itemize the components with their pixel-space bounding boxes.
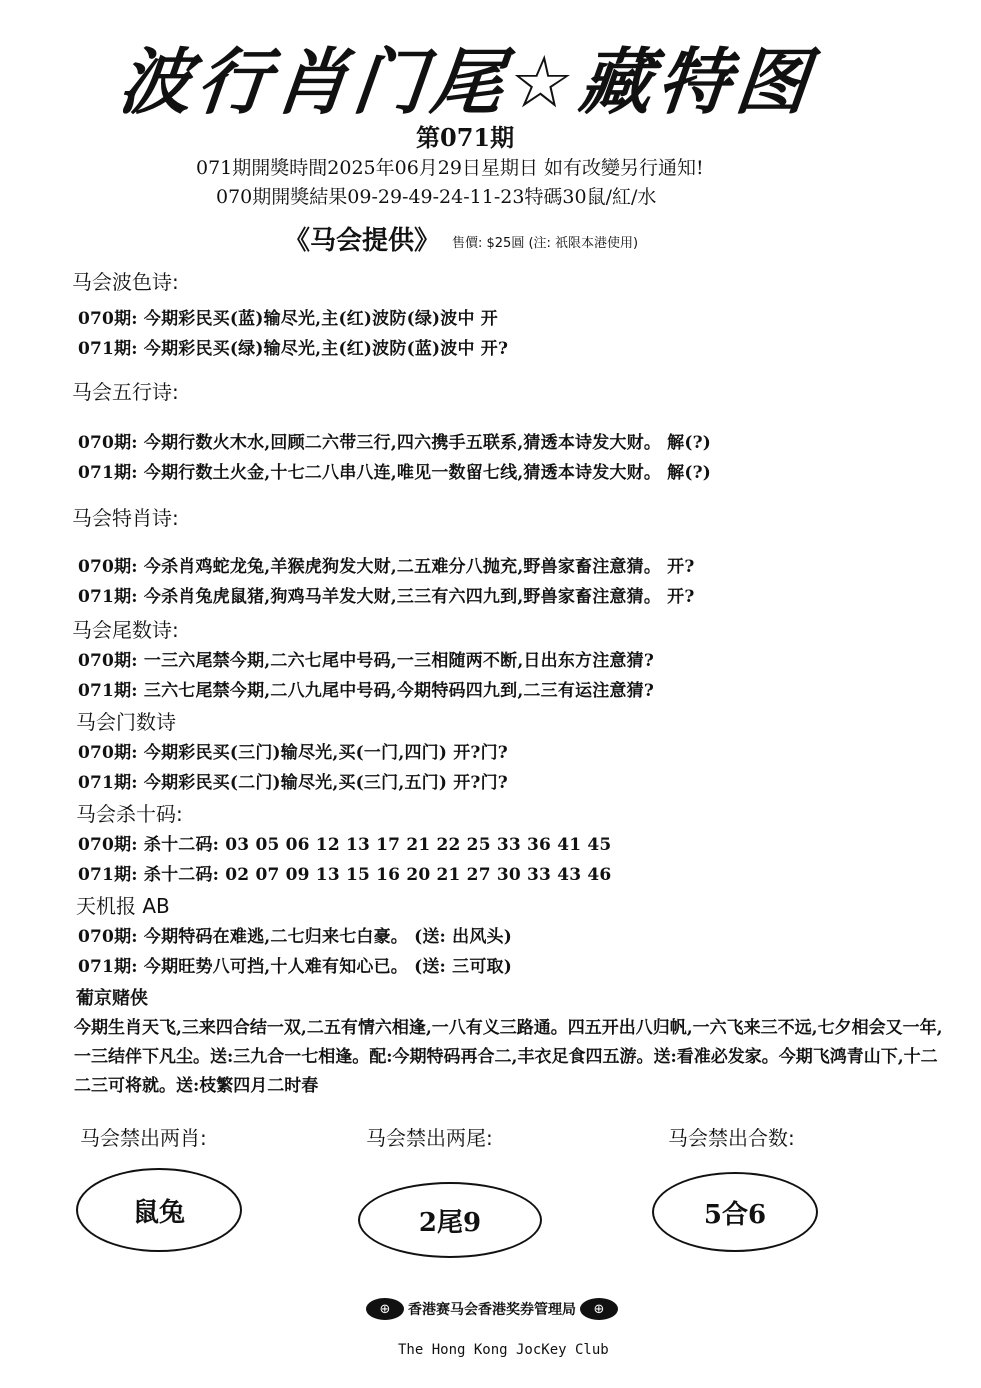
page-title: 波行肖门尾☆藏特图 — [114, 40, 819, 124]
jockey-club-logo-icon: ⊕ — [580, 1298, 618, 1320]
section-title-special-zodiac: 马会特肖诗: — [72, 506, 179, 530]
section-line: 070期: 今期特码在难逃,二七归来七白豪。 (送: 出风头) — [78, 927, 512, 947]
section-line: 071期: 今期行数土火金,十七二八串八连,唯见一数留七线,猜透本诗发大财。 解(?) — [78, 463, 711, 483]
section-title-five-elements: 马会五行诗: — [72, 380, 179, 404]
section-line: 070期: 今期彩民买(三门)输尽光,买(一门,四门) 开?门? — [78, 743, 508, 763]
footer-logo-row — [366, 1298, 618, 1320]
banned-zodiac-value: 鼠兔 — [76, 1168, 242, 1252]
section-line: 071期: 今期彩民买(二门)输尽光,买(三门,五门) 开?门? — [78, 773, 508, 793]
section-line: 070期: 一三六尾禁今期,二六七尾中号码,一三相随两不断,日出东方注意猜? — [78, 651, 654, 671]
section-title-wave-color: 马会波色诗: — [72, 270, 179, 294]
banned-tails-value: 2尾9 — [358, 1182, 542, 1258]
section-line: 070期: 今期行数火木水,回顾二六带三行,四六携手五联系,猜透本诗发大财。 解(?) — [78, 433, 711, 453]
banned-sum-value: 5合6 — [652, 1172, 818, 1252]
jockey-club-logo-icon: ⊕ — [366, 1298, 404, 1320]
provider: 《马会提供》 — [284, 226, 441, 256]
section-line: 071期: 三六七尾禁今期,二八九尾中号码,今期特码四九到,二三有运注意猜? — [78, 681, 654, 701]
section-title-pujing: 葡京赌侠 — [76, 988, 148, 1009]
banned-tails-label: 马会禁出两尾: — [366, 1126, 493, 1150]
issue-number: 第071期 — [416, 123, 515, 152]
banned-zodiac-label: 马会禁出两肖: — [80, 1126, 207, 1150]
last-result: 070期開獎結果09-29-49-24-11-23特碼30鼠/紅/水 — [216, 186, 657, 208]
banned-sum-label: 马会禁出合数: — [668, 1126, 795, 1150]
section-line: 071期: 杀十二码: 02 07 09 13 15 16 20 21 27 30 33 43 46 — [78, 865, 612, 885]
section-line: 071期: 今杀肖兔虎鼠猪,狗鸡马羊发大财,三三有六四九到,野兽家畜注意猜。 开? — [78, 587, 695, 607]
section-title-kill-ten-codes: 马会杀十码: — [76, 802, 183, 826]
section-title-tianji-ab: 天机报 AB — [76, 894, 170, 918]
pujing-paragraph: 今期生肖天飞,三来四合结一双,二五有情六相逢,一八有义三路通。四五开出八归帆,一六飞来三不远,七夕相会又一年,一三结伴下凡尘。送:三九合一七相逢。配:今期特码再合二,丰衣足食四五游。送:看准必发家。今期飞鸿青山下,十二二三可将就。送:枝繁四月二时春 — [74, 1018, 943, 1096]
section-line: 070期: 今杀肖鸡蛇龙兔,羊猴虎狗发大财,二五难分八抛充,野兽家畜注意猜。 开? — [78, 557, 695, 577]
price-note: 售價: $25圓 (注: 祇限本港使用) — [452, 236, 639, 251]
section-line: 071期: 今期旺势八可挡,十人难有知心已。 (送: 三可取) — [78, 957, 512, 977]
draw-time: 071期開獎時間2025年06月29日星期日 如有改變另行通知! — [196, 157, 704, 179]
section-line: 071期: 今期彩民买(绿)输尽光,主(红)波防(蓝)波中 开? — [78, 339, 509, 359]
footer-club-name: The Hong Kong JocKey Club — [398, 1342, 609, 1358]
section-title-tail-numbers: 马会尾数诗: — [72, 618, 179, 642]
section-line: 070期: 今期彩民买(蓝)输尽光,主(红)波防(绿)波中 开 — [78, 309, 498, 329]
section-title-gate-numbers: 马会门数诗 — [76, 710, 176, 734]
section-line: 070期: 杀十二码: 03 05 06 12 13 17 21 22 25 33 36 41 45 — [78, 835, 612, 855]
footer-org: 香港赛马会香港奖券管理局 — [408, 1302, 576, 1318]
